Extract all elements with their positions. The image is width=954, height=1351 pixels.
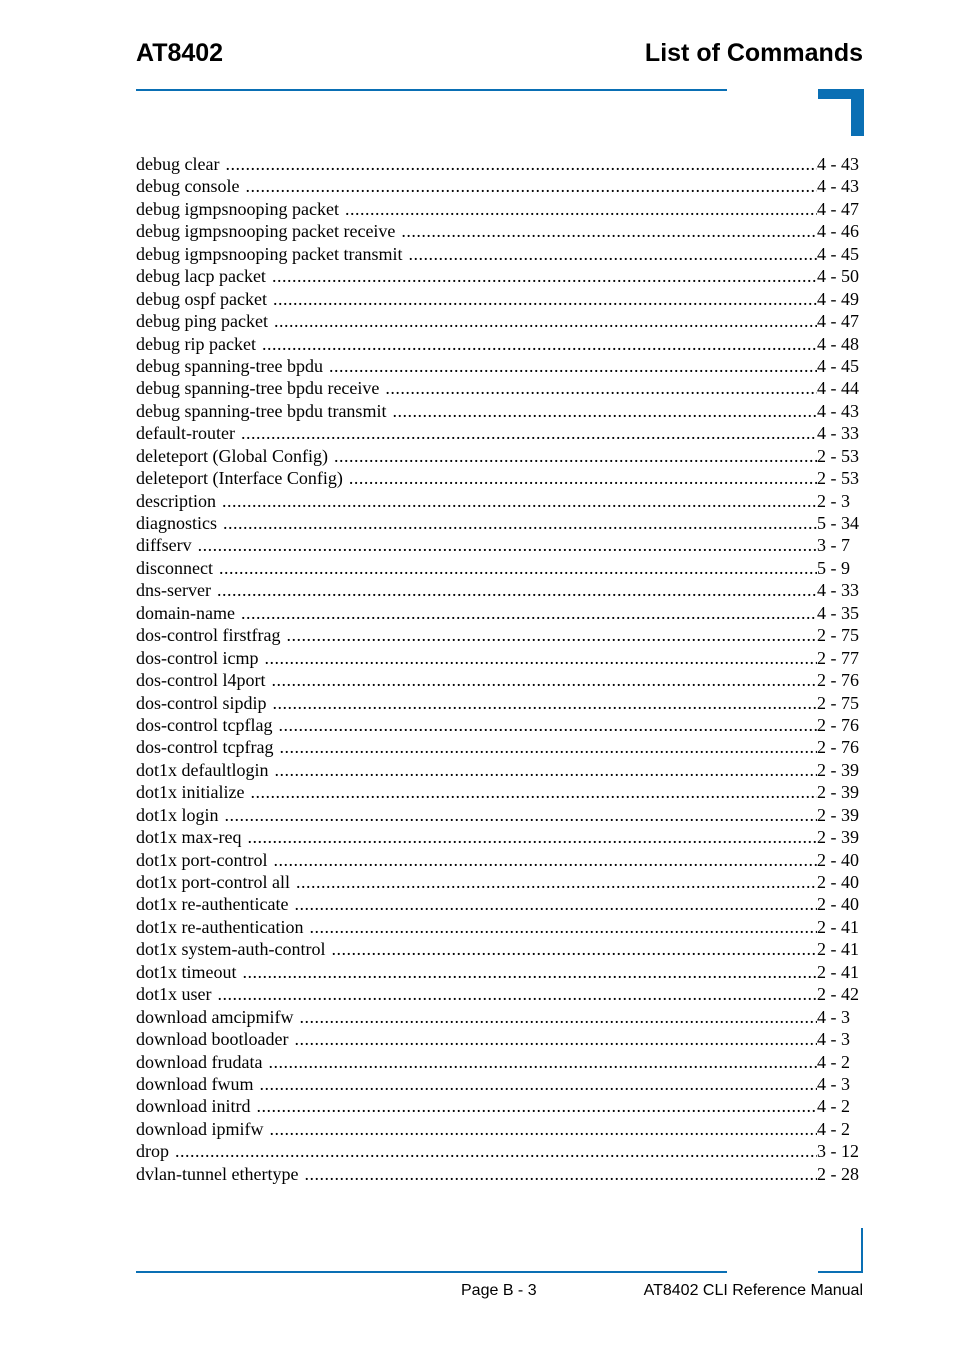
command-name: dot1x port-control (136, 849, 268, 870)
command-name: debug ospf packet (136, 288, 267, 309)
index-entry (136, 377, 863, 399)
index-entry (136, 602, 863, 624)
index-entry (136, 490, 863, 512)
index-entry (136, 1006, 863, 1028)
index-entry (136, 804, 863, 826)
command-name: dot1x defaultlogin (136, 759, 269, 780)
page-reference: 4 - 2 (817, 1051, 850, 1072)
index-entry (136, 1118, 863, 1140)
dot-leader (296, 871, 817, 893)
command-name: dos-control l4port (136, 670, 266, 691)
index-entry (136, 445, 863, 467)
index-entry (136, 243, 863, 265)
dot-leader (223, 512, 817, 534)
dot-leader (198, 534, 817, 556)
page-reference: 4 - 50 (817, 266, 859, 287)
page-reference: 4 - 43 (817, 176, 859, 197)
page-reference: 4 - 45 (817, 243, 859, 264)
command-name: dot1x login (136, 804, 219, 825)
dot-leader (272, 265, 817, 287)
page-reference: 4 - 3 (817, 1029, 850, 1050)
dot-leader (408, 243, 817, 265)
dot-leader (175, 1140, 817, 1162)
dot-leader (304, 1163, 817, 1185)
command-name: dos-control tcpfrag (136, 737, 274, 758)
dot-leader (241, 422, 817, 444)
corner-mark-bottom-horizontal (818, 1271, 863, 1273)
page-reference: 4 - 48 (817, 333, 859, 354)
index-entry (136, 400, 863, 422)
page-reference: 4 - 45 (817, 355, 859, 376)
command-name: download fwum (136, 1073, 254, 1094)
dot-leader (241, 602, 817, 624)
dot-leader (334, 445, 817, 467)
dot-leader (273, 288, 817, 310)
dot-leader (309, 916, 817, 938)
footer-page-number: Page B - 3 (461, 1282, 537, 1299)
command-name: dot1x system-auth-control (136, 939, 326, 960)
page-reference: 2 - 75 (817, 692, 859, 713)
index-entry (136, 333, 863, 355)
dot-leader (273, 692, 818, 714)
command-name: download ipmifw (136, 1118, 264, 1139)
command-name: dot1x timeout (136, 961, 237, 982)
index-entry (136, 826, 863, 848)
index-entry (136, 1028, 863, 1050)
index-entry (136, 467, 863, 489)
page-reference: 2 - 41 (817, 939, 859, 960)
page-reference: 2 - 39 (817, 759, 859, 780)
page-reference: 4 - 46 (817, 221, 859, 242)
index-entry (136, 1073, 863, 1095)
command-name: debug lacp packet (136, 266, 266, 287)
index-entry (136, 781, 863, 803)
page-reference: 2 - 40 (817, 872, 859, 892)
page-reference: 5 - 9 (817, 557, 850, 578)
page-reference: 4 - 43 (817, 154, 859, 174)
index-entry (136, 1140, 863, 1162)
footer-manual-title: AT8402 CLI Reference Manual (643, 1282, 863, 1299)
command-name: dot1x max-req (136, 827, 242, 848)
dot-leader (294, 1028, 817, 1050)
command-name: dot1x re-authentication (136, 916, 304, 937)
dot-leader (218, 983, 818, 1005)
corner-mark-top-vertical (851, 89, 864, 136)
dot-leader (274, 759, 817, 781)
header-product: AT8402 (136, 39, 224, 67)
index-entry (136, 288, 863, 310)
index-entry (136, 759, 863, 781)
page-reference: 2 - 41 (817, 916, 859, 937)
command-name: deleteport (Global Config) (136, 445, 328, 466)
dot-leader (245, 175, 817, 197)
page-reference: 2 - 76 (817, 714, 859, 735)
command-name: dos-control icmp (136, 647, 259, 668)
command-name: debug clear (136, 154, 220, 174)
dot-leader (345, 198, 817, 220)
index-entry (136, 422, 863, 444)
command-name: debug igmpsnooping packet receive (136, 221, 396, 242)
index-entry (136, 714, 863, 736)
index-entry (136, 1163, 863, 1185)
page-reference: 4 - 33 (817, 423, 859, 444)
page-reference: 2 - 28 (817, 1163, 859, 1184)
command-name: default-router (136, 423, 235, 444)
index-entry (136, 916, 863, 938)
dot-leader (264, 647, 817, 669)
index-entry (136, 961, 863, 983)
header-section-title: List of Commands (644, 39, 863, 67)
index-entry (136, 1051, 863, 1073)
index-entry (136, 220, 863, 242)
command-name: download bootloader (136, 1029, 289, 1050)
dot-leader (329, 355, 817, 377)
page-reference: 4 - 43 (817, 400, 859, 421)
command-name: debug spanning-tree bpdu transmit (136, 400, 387, 421)
index-entry (136, 736, 863, 758)
page-reference: 3 - 7 (817, 535, 850, 556)
command-name: debug spanning-tree bpdu (136, 355, 323, 376)
index-entry (136, 938, 863, 960)
dot-leader (225, 153, 817, 175)
index-entry (136, 198, 863, 220)
dot-leader (294, 893, 817, 915)
page-reference: 2 - 77 (817, 647, 859, 668)
command-name: domain-name (136, 602, 235, 623)
command-name: diffserv (136, 535, 192, 556)
command-name: debug console (136, 176, 240, 197)
command-name: dvlan-tunnel ethertype (136, 1163, 299, 1184)
index-entry (136, 893, 863, 915)
command-name: debug rip packet (136, 333, 256, 354)
page-reference: 4 - 47 (817, 198, 859, 219)
index-entry (136, 624, 863, 646)
dot-leader (286, 624, 817, 646)
index-entry (136, 871, 863, 893)
command-name: dot1x re-authenticate (136, 894, 289, 915)
page-reference: 5 - 34 (817, 513, 859, 533)
page-reference: 4 - 3 (817, 1006, 850, 1027)
command-name: dot1x user (136, 984, 212, 1005)
dot-leader (331, 938, 817, 960)
page-reference: 2 - 39 (817, 827, 859, 848)
dot-leader (385, 377, 817, 399)
dot-leader (299, 1006, 817, 1028)
command-name: download frudata (136, 1051, 263, 1072)
index-entry (136, 534, 863, 556)
page-reference: 2 - 53 (817, 468, 859, 489)
page-reference: 2 - 40 (817, 894, 859, 915)
dot-leader (349, 467, 817, 489)
index-entry (136, 692, 863, 714)
index-entry (136, 153, 863, 175)
dot-leader (279, 736, 817, 758)
page-reference: 4 - 47 (817, 311, 859, 332)
page-reference: 2 - 76 (817, 670, 859, 691)
index-entry (136, 669, 863, 691)
index-entry (136, 1095, 863, 1117)
page-reference: 2 - 75 (817, 625, 859, 646)
page-reference: 2 - 42 (817, 984, 859, 1005)
index-entry (136, 983, 863, 1005)
page-reference: 4 - 35 (817, 602, 859, 623)
command-name: dos-control firstfrag (136, 625, 281, 646)
index-entry (136, 579, 863, 601)
dot-leader (392, 400, 817, 422)
page-reference: 2 - 40 (817, 849, 859, 870)
page-reference: 4 - 2 (817, 1118, 850, 1139)
index-entry (136, 557, 863, 579)
page-reference: 2 - 76 (817, 737, 859, 758)
dot-leader (259, 1073, 817, 1095)
index-entry (136, 265, 863, 287)
command-name: dns-server (136, 580, 211, 601)
dot-leader (274, 310, 817, 332)
dot-leader (247, 826, 817, 848)
command-name: download initrd (136, 1096, 251, 1117)
dot-leader (225, 804, 817, 826)
command-name: dot1x port-control all (136, 872, 290, 892)
command-name: deleteport (Interface Config) (136, 468, 343, 489)
dot-leader (262, 333, 817, 355)
footer-rule (136, 1271, 727, 1273)
page-reference: 2 - 39 (817, 804, 859, 825)
command-name: description (136, 490, 216, 511)
page-reference: 4 - 3 (817, 1073, 850, 1094)
index-entry (136, 175, 863, 197)
command-name: drop (136, 1141, 169, 1162)
command-name: download amcipmifw (136, 1006, 294, 1027)
command-name: debug ping packet (136, 311, 268, 332)
page-reference: 3 - 12 (817, 1141, 859, 1162)
dot-leader (257, 1095, 818, 1117)
corner-mark-bottom-vertical (861, 1228, 863, 1273)
command-name: dos-control tcpflag (136, 714, 273, 735)
command-index-list (136, 153, 863, 1185)
command-name: debug igmpsnooping packet transmit (136, 243, 403, 264)
dot-leader (270, 1118, 818, 1140)
dot-leader (219, 557, 817, 579)
dot-leader (250, 781, 817, 803)
dot-leader (268, 1051, 817, 1073)
index-entry (136, 310, 863, 332)
page-reference: 4 - 33 (817, 580, 859, 601)
command-name: diagnostics (136, 513, 217, 533)
command-name: debug igmpsnooping packet (136, 198, 339, 219)
dot-leader (271, 669, 817, 691)
command-name: dos-control sipdip (136, 692, 267, 713)
dot-leader (222, 490, 817, 512)
command-name: dot1x initialize (136, 782, 245, 803)
header-rule (136, 89, 727, 91)
dot-leader (217, 579, 817, 601)
dot-leader (401, 220, 817, 242)
index-entry (136, 355, 863, 377)
index-entry (136, 512, 863, 534)
dot-leader (273, 849, 817, 871)
index-entry (136, 647, 863, 669)
dot-leader (243, 961, 818, 983)
dot-leader (278, 714, 817, 736)
page-reference: 4 - 2 (817, 1096, 850, 1117)
index-entry (136, 849, 863, 871)
page-reference: 2 - 41 (817, 961, 859, 982)
page-reference: 2 - 3 (817, 490, 850, 511)
command-name: disconnect (136, 557, 213, 578)
page-reference: 4 - 44 (817, 378, 859, 399)
page-reference: 4 - 49 (817, 288, 859, 309)
page-reference: 2 - 53 (817, 445, 859, 466)
command-name: debug spanning-tree bpdu receive (136, 378, 380, 399)
page-reference: 2 - 39 (817, 782, 859, 803)
